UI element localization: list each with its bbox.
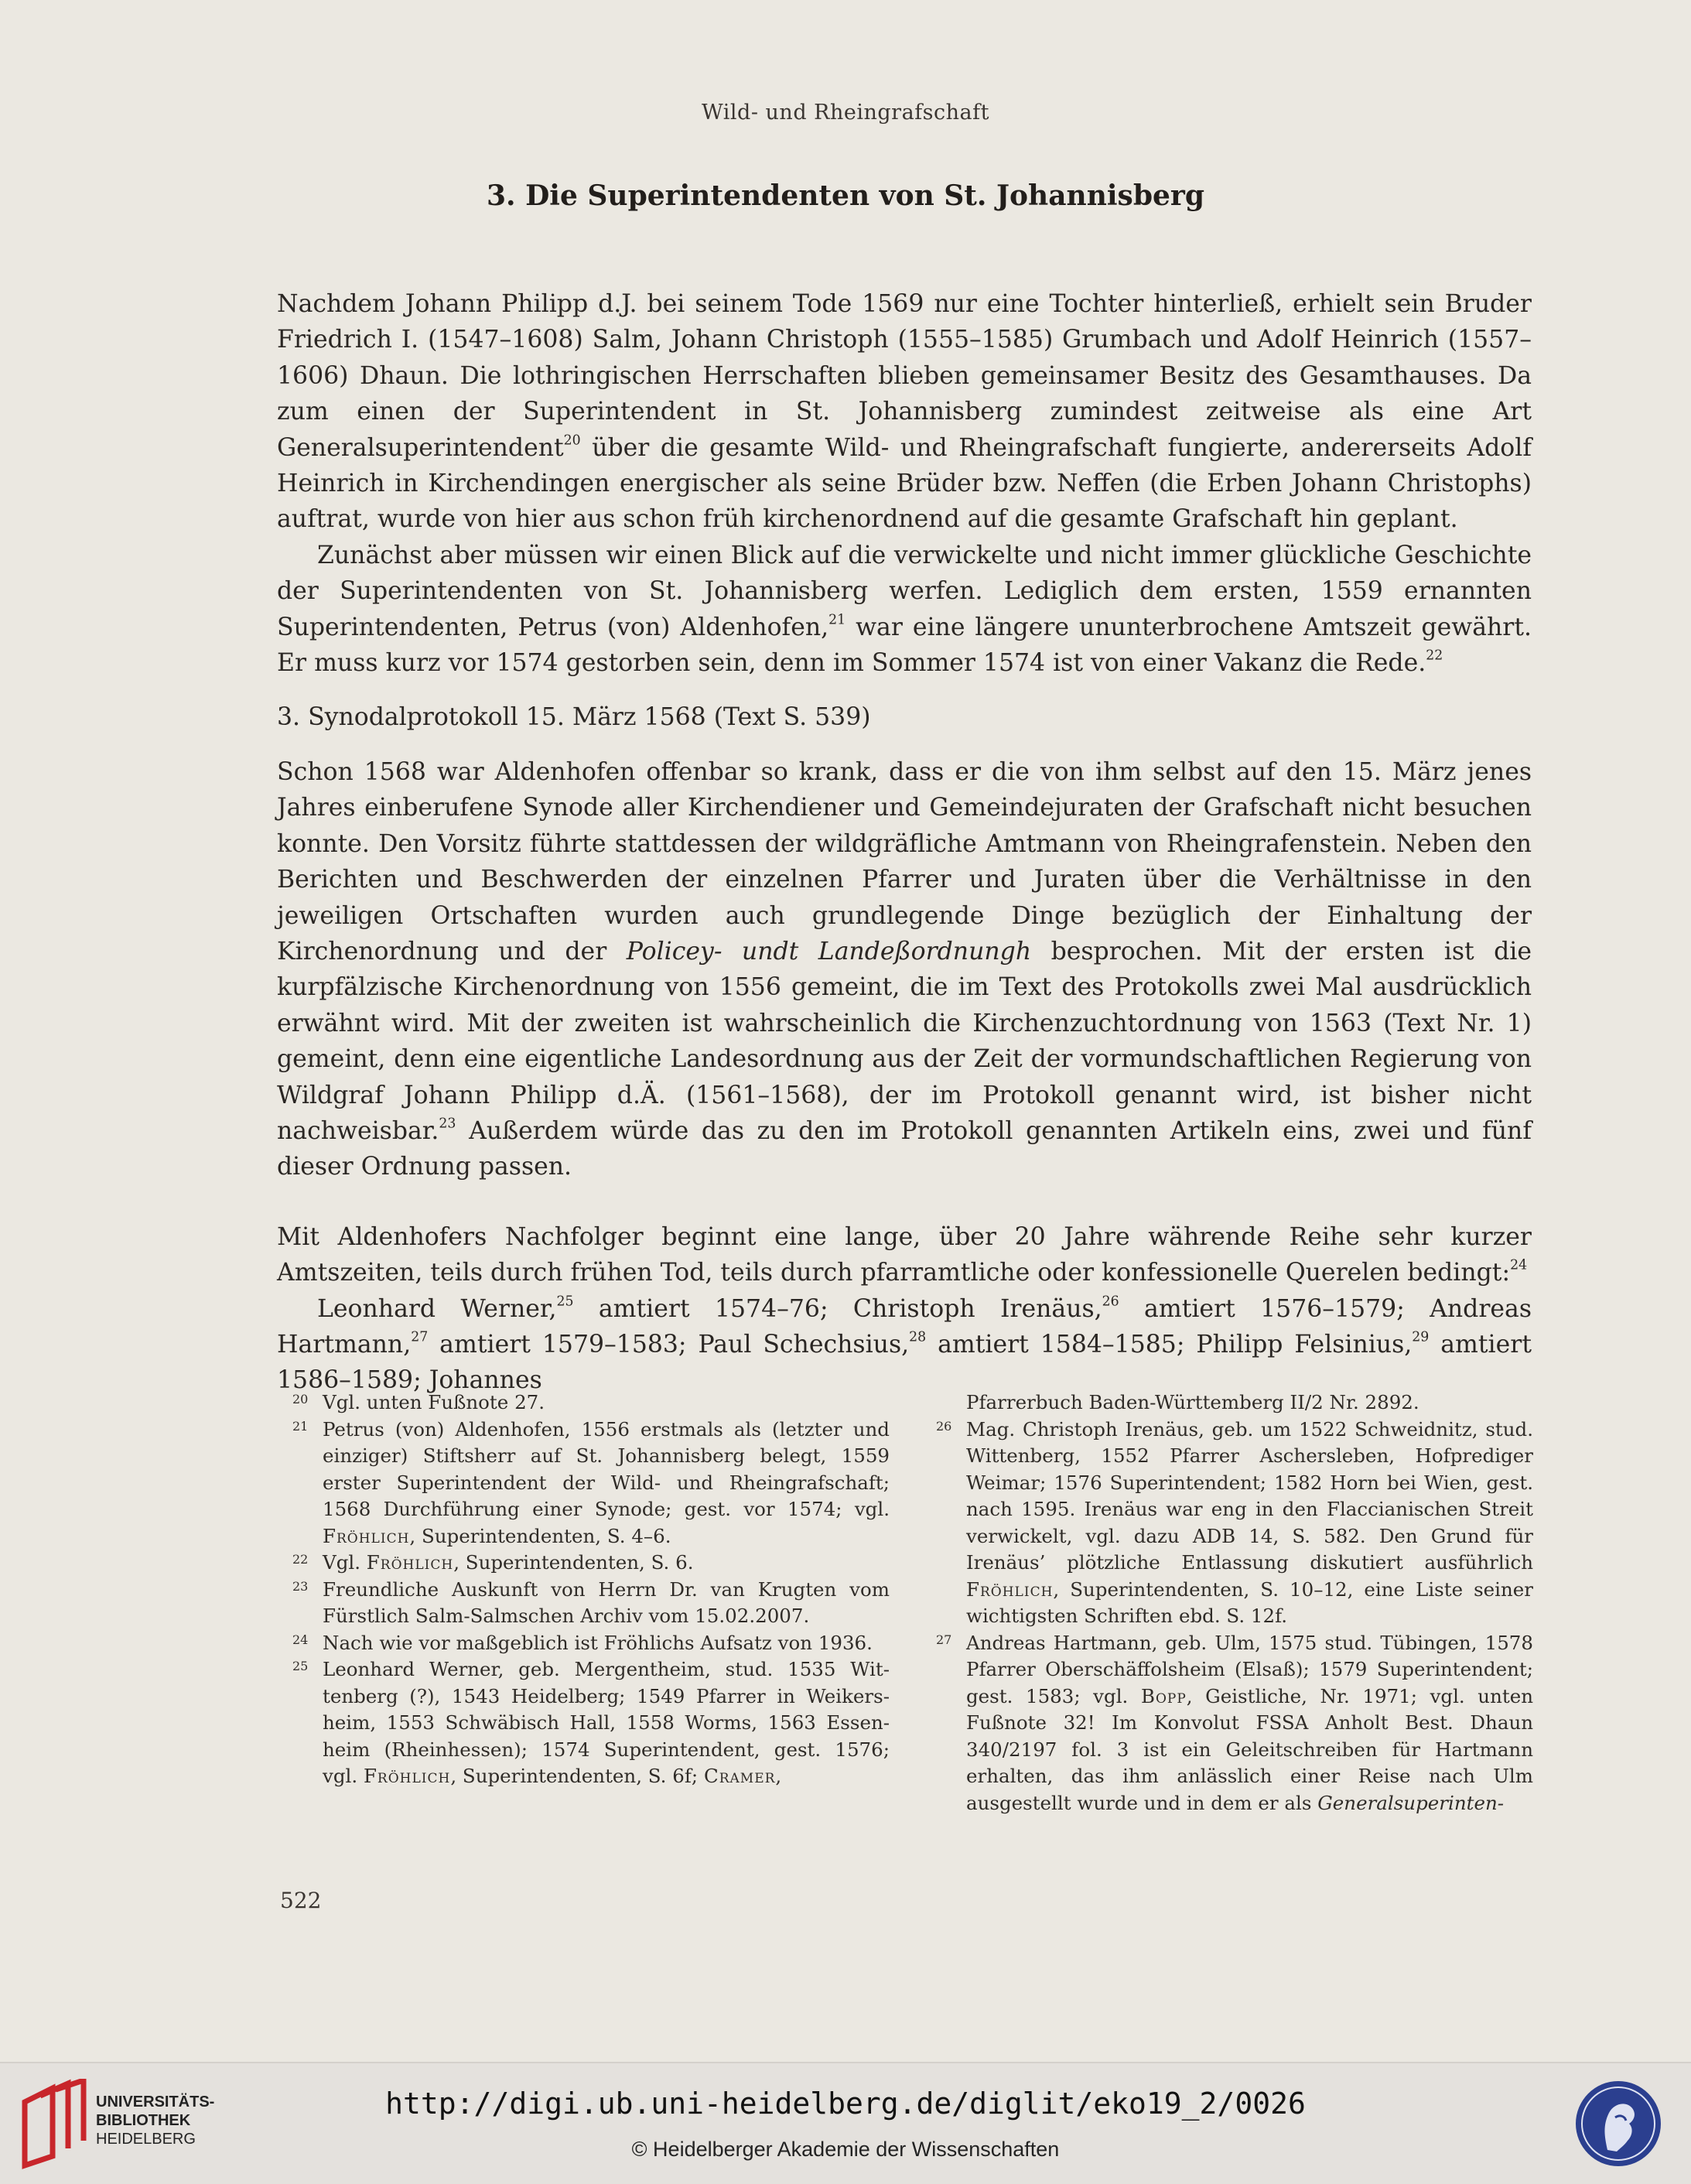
footnotes-left-column	[292, 1389, 890, 1817]
main-text	[277, 286, 1532, 1399]
footnote-ref-26[interactable]: 26	[1102, 1293, 1119, 1309]
footnote-ref-29[interactable]: 29	[1412, 1329, 1430, 1345]
section-title: 3. Die Superintendenten von St. Johannisberg	[486, 179, 1205, 212]
footer-bar	[0, 2062, 1691, 2184]
footnotes	[292, 1389, 1533, 1817]
running-head: Wild- und Rheingrafschaft	[702, 101, 989, 125]
footnote-ref-23[interactable]: 23	[439, 1116, 456, 1132]
footnote-25: 25 Leonhard Werner, geb. Mergentheim, stud. 1535 Wittenberg (?), 1543 Heidelberg; 1549 Pfarrer in Weikersheim, 1553 Schwäbisch Hall, 1558 Worms, 1563 Essenheim (Rheinhessen); 1574 Superintendent, gest. 1576; vgl. Fröhlich, Superintendenten, S. 6f; Cramer,	[292, 1658, 890, 1787]
footnote-20: 20 Vgl. unten Fußnote 27.	[292, 1391, 545, 1413]
footnote-23: 23 Freundliche Auskunft von Herrn Dr. van Krugten vom Fürstlich Salm-Salmschen Archiv vom 15.02.2007.	[292, 1577, 890, 1627]
subheading-synodalprotokoll: 3. Synodalprotokoll 15. März 1568 (Text S. 539)	[277, 703, 871, 732]
footnote-ref-20[interactable]: 20	[563, 432, 581, 448]
permalink-url[interactable]: http://digi.ub.uni-heidelberg.de/diglit/eko19_2/0026	[385, 2087, 1306, 2121]
academy-seal-icon[interactable]	[1573, 2079, 1663, 2169]
footnote-25-continued: Pfarrerbuch Baden-Württemberg II/2 Nr. 2892.	[966, 1391, 1419, 1413]
page-number: 522	[280, 1888, 322, 1913]
footnote-ref-21[interactable]: 21	[828, 611, 846, 627]
copyright-notice: © Heidelberger Akademie der Wissenschaften	[631, 2138, 1060, 2161]
footnote-ref-27[interactable]: 27	[411, 1329, 429, 1345]
footnote-ref-25[interactable]: 25	[556, 1293, 574, 1309]
footnote-26: 26 Mag. Christoph Irenäus, geb. um 1522 Schweidnitz, stud. Wittenberg, 1552 Pfarrer Aschersleben, Hofprediger Weimar; 1576 Superintendent; 1582 Horn bei Wien, gest. nach 1595. Irenäus war eng in den Flaccianischen Streit verwickelt, vgl. dazu ADB 14, S. 582. Den Grund für Irenäus’ plötzliche Entlassung diskutiert ausführlich Fröhlich, Superintendenten, S. 10–12, eine Liste seiner wichtigsten Schriften ebd. S. 12f.	[936, 1417, 1533, 1627]
footnote-22: 22 Vgl. Fröhlich, Superintendenten, S. 6.	[292, 1551, 694, 1574]
paragraph-3: Schon 1568 war Aldenhofen offenbar so krank, dass er die von ihm selbst auf den 15. März jenes Jahres einberufene Synode aller Kirchendiener und Gemeindejuraten der Grafschaft nicht besuchen konnte. Den Vorsitz führte stattdessen der wildgräfliche Amtmann von Rheingrafenstein. Neben den Berichten und Beschwerden der einzelnen Pfarrer und Juraten über die Verhältnisse in den jeweiligen Ortschaften wurden auch grundlegende Dinge bezüglich der Einhaltung der Kirchenordnung und der Policey- undt Landeßordnungh besprochen. Mit der ersten ist die kurpfälzische Kirchenordnung von 1556 gemeint, die im Text des Protokolls zwei Mal ausdrücklich erwähnt wird. Mit der zweiten ist wahrscheinlich die Kirchenzuchtordnung von 1563 (Text Nr. 1) gemeint, denn eine eigentliche Landesordnung aus der Zeit der vormundschaftlichen Regierung von Wildgraf Johann Philipp d.Ä. (1561–1568), der im Protokoll genannt wird, ist bisher nicht nachweisbar.$^{23}$ Außerdem würde das zu den im Protokoll genannten Artikeln eins, zwei und fünf dieser Ordnung passen.	[277, 757, 1532, 1181]
library-name[interactable]: UNIVERSITÄTS- BIBLIOTHEK HEIDELBERG	[96, 2093, 215, 2148]
footnote-27: 27 Andreas Hartmann, geb. Ulm, 1575 stud. Tübingen, 1578 Pfarrer Oberschäffolsheim (Elsaß); 1579 Superintendent; gest. 1583; vgl. Bopp, Geistliche, Nr. 1971; vgl. unten Fußnote 32! Im Konvolut FSSA Anholt Best. Dhaun 340/2197 fol. 3 ist ein Geleitschreiben für Hartmann erhalten, das ihm anlässlich einer Reise nach Ulm ausgestellt wurde und in dem er als Generalsuperinten-	[936, 1631, 1533, 1814]
footnote-ref-22[interactable]: 22	[1426, 648, 1443, 664]
footnote-21: 21 Petrus (von) Aldenhofen, 1556 erstmals als (letzter und einziger) Stiftsherr auf St. Johannisberg belegt, 1559 erster Superintendent der Wild- und Rheingrafschaft; 1568 Durchführung einer Synode; gest. vor 1574; vgl. Fröhlich, Superintendenten, S. 4–6.	[292, 1417, 890, 1547]
footnotes-right-column	[936, 1389, 1533, 1817]
footnote-24: 24 Nach wie vor maßgeblich ist Fröhlichs Aufsatz von 1936.	[292, 1631, 873, 1654]
paragraph-2: Zunächst aber müssen wir einen Blick auf die verwickelte und nicht immer glückliche Geschichte der Superintendenten von St. Johannisberg werfen. Lediglich dem ersten, 1559 ernannten Superintendenten, Petrus (von) Aldenhofen,$^{21}$ war eine längere ununterbrochene Amtszeit gewährt. Er muss kurz vor 1574 gestorben sein, denn im Sommer 1574 ist von einer Vakanz die Rede.$^{22}$	[277, 541, 1532, 678]
paragraph-1: Nachdem Johann Philipp d.J. bei seinem Tode 1569 nur eine Tochter hinterließ, erhielt sein Bruder Friedrich I. (1547–1608) Salm, Johann Christoph (1555–1585) Grumbach und Adolf Heinrich (1557–1606) Dhaun. Die lothringischen Herrschaften blieben gemeinsamer Besitz des Gesamthauses. Da zum einen der Superintendent in St. Johannisberg zumindest zeitweise als eine Art Generalsuperintendent$^{20}$ über die gesamte Wild- und Rheingrafschaft fungierte, andererseits Adolf Heinrich in Kirchendingen energischer als seine Brüder bzw. Neffen (die Erben Johann Christophs) auftrat, wurde von hier aus schon früh kirchenordnend auf die gesamte Grafschaft hin geplant.	[277, 290, 1532, 534]
footnote-ref-24[interactable]: 24	[1510, 1257, 1528, 1273]
footnote-ref-28[interactable]: 28	[909, 1329, 927, 1345]
paragraph-4: Mit Aldenhofers Nachfolger beginnt eine lange, über 20 Jahre währende Reihe sehr kurzer Amtszeiten, teils durch frühen Tod, teils durch pfarramtliche oder konfessionelle Querelen bedingt:$^{24}$	[277, 1222, 1532, 1287]
paragraph-5: Leonhard Werner,$^{25}$ amtiert 1574–76; Christoph Irenäus,$^{26}$ amtiert 1576–1579; Andreas Hartmann,$^{27}$ amtiert 1579–1583; Paul Schechsius,$^{28}$ amtiert 1584–1585; Philipp Felsinius,$^{29}$ amtiert 1586–1589; Johannes	[277, 1293, 1532, 1395]
